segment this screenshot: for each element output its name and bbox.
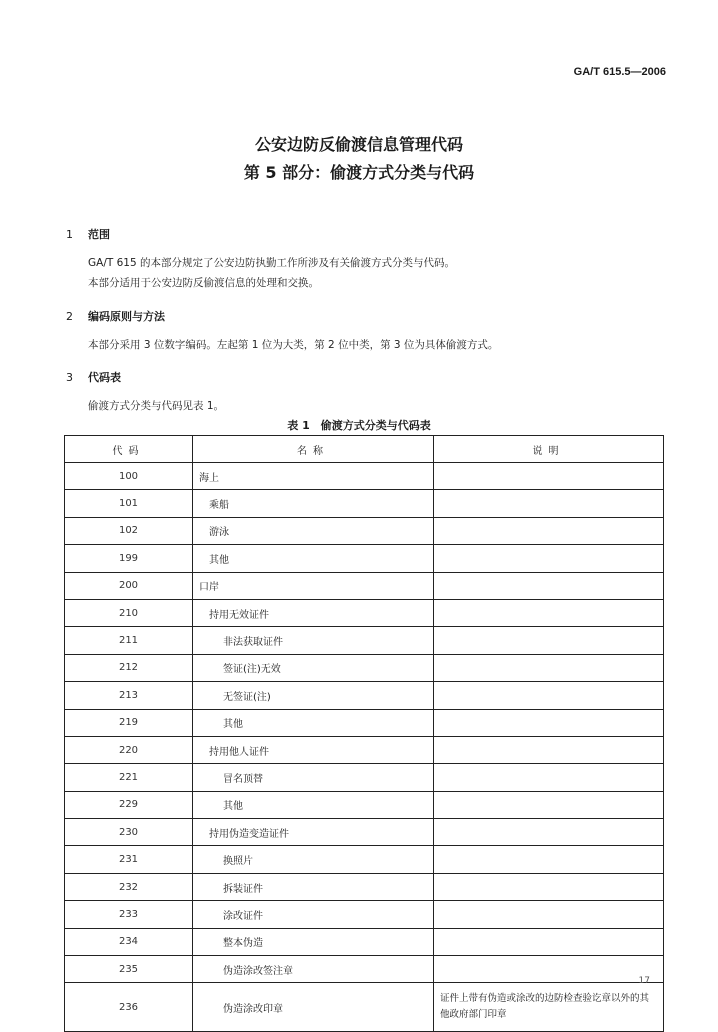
code-cell: 213: [65, 682, 193, 709]
table-row: [65, 819, 664, 846]
scope-paragraph-1: GA/T 615 的本部分规定了公安边防执勤工作所涉及有关偷渡方式分类与代码。: [88, 257, 455, 269]
description-cell: [434, 682, 664, 709]
standard-code: GA/T 615.5—2006: [573, 66, 666, 78]
table-row: [65, 873, 664, 900]
section-title: 编码原则与方法: [88, 310, 165, 323]
name-text: 涂改证件: [223, 910, 263, 922]
code-cell: 236: [65, 983, 193, 1032]
name-cell: [193, 846, 434, 873]
table-row: [65, 846, 664, 873]
header-name: 名称: [193, 436, 434, 463]
name-text: 口岸: [199, 582, 219, 594]
description-cell: [434, 901, 664, 928]
description-cell: [434, 599, 664, 626]
header-description: 说明: [434, 436, 664, 463]
code-cell: 211: [65, 627, 193, 654]
name-text: 其他: [223, 719, 243, 731]
name-cell: [193, 654, 434, 681]
name-text: 伪造涂改印章: [223, 1003, 283, 1015]
name-text: 换照片: [223, 856, 253, 868]
name-cell: [193, 709, 434, 736]
table-row: [65, 463, 664, 490]
section-number: 2: [66, 310, 73, 323]
document-subtitle: 第 5 部分：偷渡方式分类与代码: [243, 163, 475, 182]
name-cell: [193, 736, 434, 763]
name-text: 签证(注)无效: [223, 664, 281, 676]
table-reference-paragraph: 偷渡方式分类与代码见表 1。: [88, 400, 225, 412]
name-cell: [193, 983, 434, 1032]
description-cell: [434, 490, 664, 517]
name-text: 其他: [223, 801, 243, 813]
description-cell: 证件上带有伪造或涂改的边防检查验讫章以外的其他政府部门印章: [434, 983, 664, 1032]
name-cell: [193, 463, 434, 490]
description-cell: [434, 791, 664, 818]
name-text: 持用伪造变造证件: [209, 828, 289, 840]
code-cell: 235: [65, 956, 193, 983]
code-cell: 232: [65, 873, 193, 900]
name-text: 持用无效证件: [209, 609, 269, 621]
code-cell: 102: [65, 517, 193, 544]
section-number: 3: [66, 371, 73, 384]
section-heading-scope: [66, 226, 110, 242]
code-cell: 219: [65, 709, 193, 736]
name-text: 游泳: [209, 527, 229, 539]
scope-paragraph-2: 本部分适用于公安边防反偷渡信息的处理和交换。: [88, 277, 319, 289]
table-row: [65, 709, 664, 736]
table-row: [65, 764, 664, 791]
name-cell: [193, 490, 434, 517]
header-code: 代码: [65, 436, 193, 463]
code-cell: 221: [65, 764, 193, 791]
description-cell: [434, 846, 664, 873]
table-row: [65, 901, 664, 928]
document-title: 公安边防反偷渡信息管理代码: [254, 135, 463, 154]
name-cell: [193, 819, 434, 846]
code-cell: 233: [65, 901, 193, 928]
name-cell: [193, 517, 434, 544]
code-cell: 200: [65, 572, 193, 599]
section-title: 代码表: [88, 371, 121, 384]
code-cell: 231: [65, 846, 193, 873]
code-cell: 234: [65, 928, 193, 955]
code-cell: 199: [65, 545, 193, 572]
table-row: [65, 956, 664, 983]
code-cell: 210: [65, 599, 193, 626]
table-row: [65, 490, 664, 517]
code-cell: 220: [65, 736, 193, 763]
description-cell: [434, 627, 664, 654]
description-cell: [434, 572, 664, 599]
name-text: 其他: [209, 554, 229, 566]
name-cell: [193, 572, 434, 599]
name-cell: [193, 873, 434, 900]
name-cell: [193, 599, 434, 626]
table-row: [65, 736, 664, 763]
description-cell: [434, 736, 664, 763]
code-cell: 230: [65, 819, 193, 846]
table-row: [65, 983, 664, 1032]
description-cell: [434, 956, 664, 983]
name-text: 乘船: [209, 500, 229, 512]
name-text: 非法获取证件: [223, 637, 283, 649]
table-row: [65, 791, 664, 818]
code-cell: 212: [65, 654, 193, 681]
section-number: 1: [66, 228, 73, 241]
name-text: 冒名顶替: [223, 773, 263, 785]
name-text: 无签证(注): [223, 691, 271, 703]
table-row: [65, 627, 664, 654]
method-paragraph: 本部分采用 3 位数字编码。左起第 1 位为大类，第 2 位中类，第 3 位为具体偷渡方式。: [88, 339, 499, 351]
name-text: 海上: [199, 472, 219, 484]
table-row: [65, 545, 664, 572]
table-row: [65, 654, 664, 681]
name-cell: [193, 928, 434, 955]
description-cell: [434, 873, 664, 900]
table-row: [65, 517, 664, 544]
table-header-row: [65, 436, 664, 463]
table-caption: 表 1 偷渡方式分类与代码表: [287, 419, 431, 432]
description-cell: [434, 819, 664, 846]
name-text: 伪造涂改签注章: [223, 965, 293, 977]
name-cell: [193, 791, 434, 818]
description-cell: [434, 928, 664, 955]
description-cell: [434, 463, 664, 490]
name-cell: [193, 901, 434, 928]
code-cell: 100: [65, 463, 193, 490]
table-row: [65, 572, 664, 599]
table-row: [65, 682, 664, 709]
description-cell: [434, 517, 664, 544]
code-cell: 229: [65, 791, 193, 818]
description-cell: [434, 709, 664, 736]
section-title: 范围: [88, 228, 110, 241]
name-cell: [193, 627, 434, 654]
description-cell: [434, 654, 664, 681]
description-cell: [434, 764, 664, 791]
code-table: [64, 435, 664, 1032]
table-row: [65, 928, 664, 955]
name-text: 整本伪造: [223, 938, 263, 950]
section-heading-code-table: [66, 369, 121, 385]
table-row: [65, 599, 664, 626]
name-text: 持用他人证件: [209, 746, 269, 758]
name-cell: [193, 764, 434, 791]
name-cell: [193, 956, 434, 983]
page-number: 17: [638, 976, 650, 986]
code-cell: 101: [65, 490, 193, 517]
section-heading-method: [66, 308, 165, 324]
name-text: 拆装证件: [223, 883, 263, 895]
description-cell: [434, 545, 664, 572]
name-cell: [193, 682, 434, 709]
name-cell: [193, 545, 434, 572]
